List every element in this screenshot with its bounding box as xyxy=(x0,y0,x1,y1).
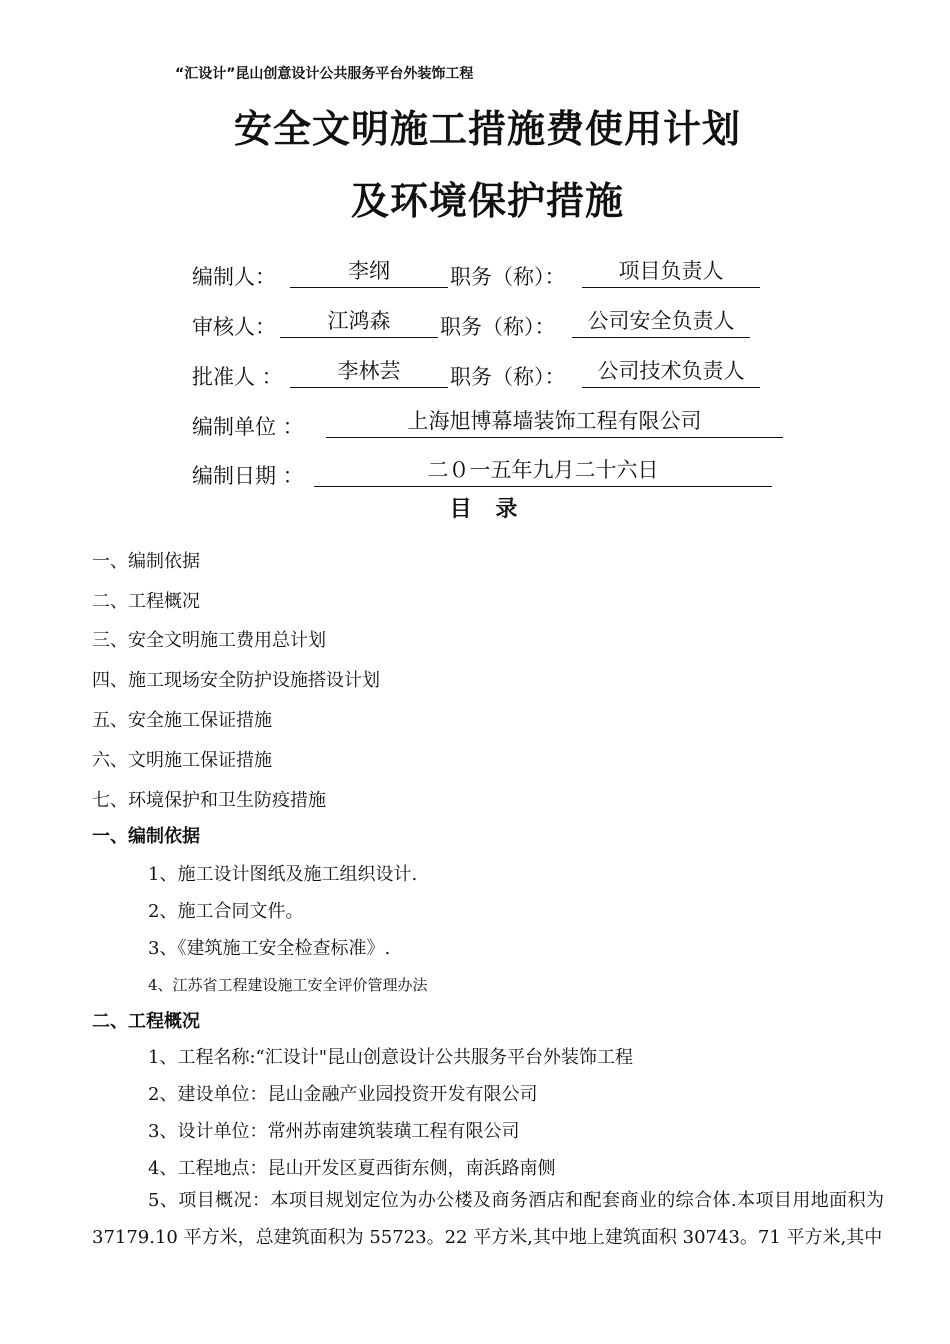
toc-item: 七、环境保护和卫生防疫措施 xyxy=(92,790,326,811)
toc-item: 二、工程概况 xyxy=(92,591,200,612)
project-overview-paragraph: 5、项目概况：本项目规划定位为办公楼及商务酒店和配套商业的综合体.本项目用地面积为 37179.10 平方米，总建筑面积为 55723。22 平方米,其中地上建筑面积 30743。71 平方米,其中 xyxy=(92,1190,884,1248)
list-item: 1、施工设计图纸及施工组织设计. xyxy=(148,864,418,885)
list-item: 2、建设单位：昆山金融产业园投资开发有限公司 xyxy=(148,1084,538,1105)
role-value: 公司安全负责人 xyxy=(572,307,750,338)
toc-item: 一、编制依据 xyxy=(92,551,200,572)
signature-label: 批准人 ： xyxy=(192,365,283,389)
document-title: 安全文明施工措施费使用计划 xyxy=(233,107,741,151)
role-label: 职务（称）： xyxy=(450,265,566,289)
role-label: 职务（称）： xyxy=(450,365,566,389)
toc-item: 五、安全施工保证措施 xyxy=(92,710,272,731)
signature-label: 编制人： xyxy=(192,265,276,289)
list-item: 3、设计单位：常州苏南建筑装璜工程有限公司 xyxy=(148,1121,520,1142)
running-header: “汇设计”昆山创意设计公共服务平台外装饰工程 xyxy=(175,66,474,82)
document-subtitle: 及环境保护措施 xyxy=(350,179,624,223)
date-label: 编制日期 ： xyxy=(192,464,304,488)
list-item: 2、施工合同文件。 xyxy=(148,901,304,922)
list-item: 1、工程名称:“汇设计"昆山创意设计公共服务平台外装饰工程 xyxy=(148,1047,633,1068)
date-value: 二０一五年九月二十六日 xyxy=(314,456,772,487)
org-value: 上海旭博幕墙装饰工程有限公司 xyxy=(326,407,783,438)
signature-label: 审核人： xyxy=(192,315,276,339)
toc-title: 目 录 xyxy=(449,497,526,522)
org-label: 编制单位 ： xyxy=(192,415,304,439)
list-item: 3、《建筑施工安全检查标准》. xyxy=(148,938,391,959)
section-heading: 二、工程概况 xyxy=(92,1011,200,1032)
signature-name: 李林芸 xyxy=(290,357,448,388)
toc-item: 三、安全文明施工费用总计划 xyxy=(92,630,326,651)
toc-item: 四、施工现场安全防护设施搭设计划 xyxy=(92,670,380,691)
role-value: 公司技术负责人 xyxy=(582,357,760,388)
role-value: 项目负责人 xyxy=(582,257,760,288)
signature-name: 江鸿森 xyxy=(280,307,438,338)
toc-item: 六、文明施工保证措施 xyxy=(92,750,272,771)
section-heading: 一、编制依据 xyxy=(92,826,200,847)
signature-name: 李纲 xyxy=(290,257,448,288)
role-label: 职务（称）： xyxy=(440,315,556,339)
list-item: 4、工程地点：昆山开发区夏西街东侧，南浜路南侧 xyxy=(148,1158,556,1179)
list-item: 4、江苏省工程建设施工安全评价管理办法 xyxy=(148,976,428,994)
